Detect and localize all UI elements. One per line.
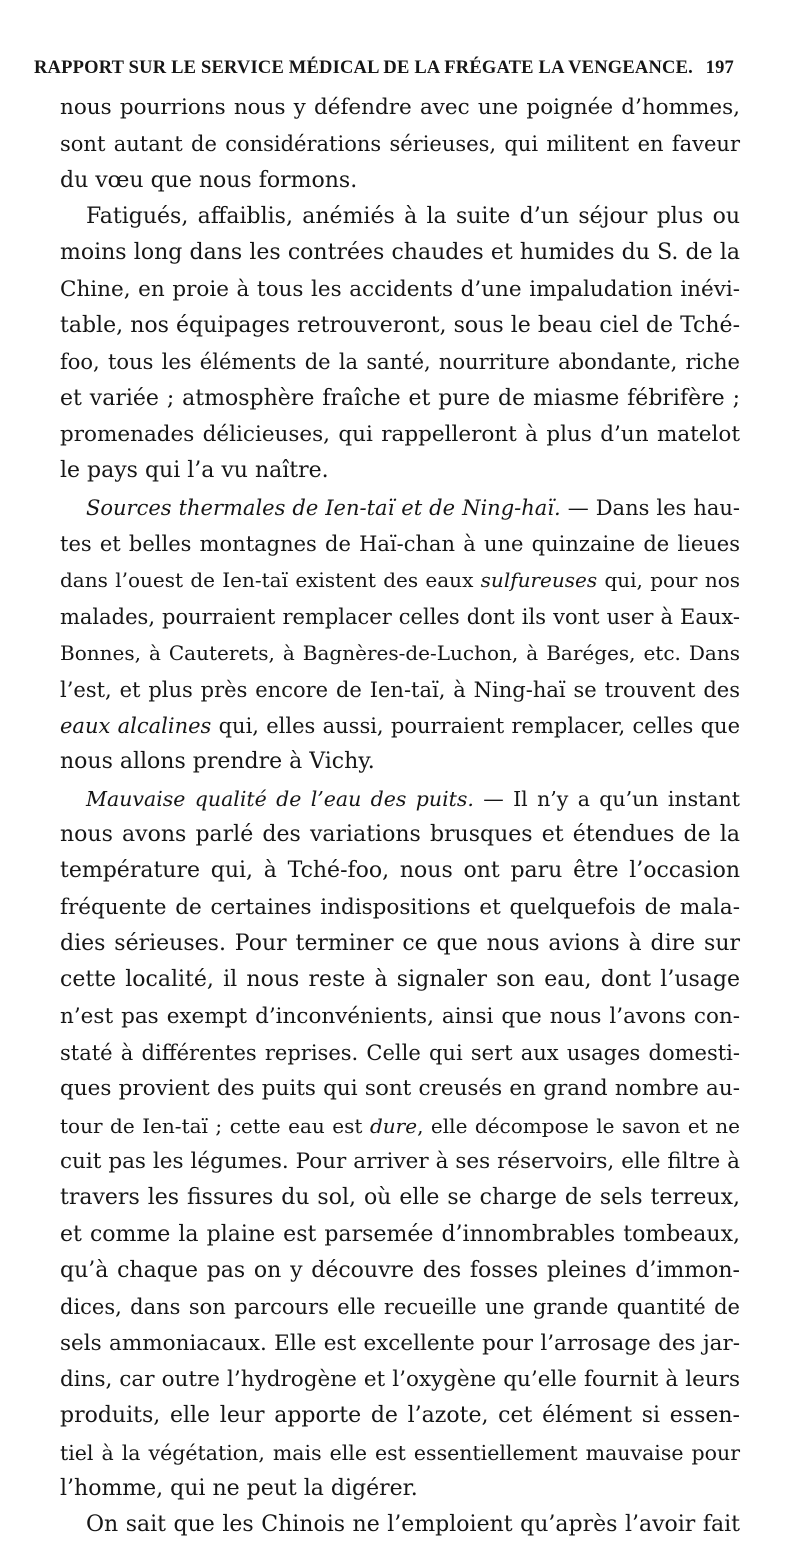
text-line: nous pourrions nous y défendre avec une poignée d’hommes,	[60, 95, 740, 120]
text-line: travers les fissures du sol, où elle se charge de sels terreux,	[60, 1185, 740, 1211]
text-line: moins long dans les contrées chaudes et humides du S. de la	[60, 240, 740, 266]
text-line: dies sérieuses. Pour terminer ce que nous avions à dire sur	[60, 930, 740, 956]
text-line: sont autant de considérations sérieuses, qui militent en faveur	[60, 132, 740, 157]
text-line: cuit pas les légumes. Pour arriver à ses réservoirs, elle filtre à	[60, 1148, 740, 1174]
body-text	[60, 90, 740, 1544]
text-line: foo, tous les éléments de la santé, nourriture abondante, riche	[60, 350, 740, 375]
section-heading-line: Mauvaise qualité de l’eau des puits. — Il n’y a qu’un instant	[86, 786, 740, 811]
text-line: Chine, en proie à tous les accidents d’une impaludation inévi-	[60, 276, 740, 302]
text-line: Bonnes, à Cauterets, à Bagnères-de-Luchon, à Baréges, etc. Dans	[60, 641, 740, 666]
text-line: fréquente de certaines indispositions et quelquefois de mala-	[60, 894, 740, 920]
text-line: nous avons parlé des variations brusques et étendues de la	[60, 821, 740, 847]
text-line: produits, elle leur apporte de l’azote, cet élément si essen-	[60, 1403, 740, 1429]
running-title: RAPPORT SUR LE SERVICE MÉDICAL DE LA FRÉGATE LA VENGEANCE.	[34, 58, 693, 78]
text-line: dins, car outre l’hydrogène et l’oxygène qu’elle fournit à leurs	[60, 1367, 740, 1393]
text-line: ques provient des puits qui sont creusés en grand nombre au-	[60, 1076, 740, 1102]
text-line: Fatigués, affaiblis, anémiés à la suite d’un séjour plus ou	[86, 204, 740, 230]
text-line: et variée ; atmosphère fraîche et pure de miasme fébrifère ;	[60, 385, 740, 411]
text-line: tes et belles montagnes de Haï-chan à une quinzaine de lieues	[60, 532, 740, 557]
text-line: tour de Ien-taï ; cette eau est dure, elle décompose le savon et ne	[60, 1113, 740, 1138]
text-line: du vœu que nous formons.	[60, 167, 358, 193]
text-line: nous allons prendre à Vichy.	[60, 749, 375, 775]
text-line: dans l’ouest de Ien-taï existent des eaux sulfureuses qui, pour nos	[60, 568, 740, 593]
section-heading-mauvaise-qualite: Mauvaise qualité de l’eau des puits.	[86, 786, 474, 811]
text-line: cette localité, il nous reste à signaler son eau, dont l’usage	[60, 967, 740, 993]
section-heading-line: Sources thermales de Ien-taï et de Ning-haï. — Dans les hau-	[86, 495, 740, 520]
text-line: n’est pas exempt d’inconvénients, ainsi que nous l’avons con-	[60, 1003, 740, 1029]
text-line: tiel à la végétation, mais elle est essentiellement mauvaise pour	[60, 1440, 740, 1465]
text-line: malades, pourraient remplacer celles dont ils vont user à Eaux-	[60, 604, 740, 629]
text-line: sels ammoniacaux. Elle est excellente pour l’arrosage des jar-	[60, 1330, 740, 1356]
text-line: On sait que les Chinois ne l’emploient qu’après l’avoir fait	[86, 1512, 740, 1538]
page-number: 197	[705, 58, 734, 78]
text-line: staté à différentes reprises. Celle qui sert aux usages domesti-	[60, 1040, 740, 1065]
section-heading-sources-thermales: Sources thermales de Ien-taï et de Ning-haï.	[86, 495, 561, 520]
running-header	[34, 58, 734, 88]
text-line: table, nos équipages retrouveront, sous le beau ciel de Tché-	[60, 313, 740, 339]
text-line: le pays qui l’a vu naître.	[60, 458, 329, 484]
text-line: eaux alcalines qui, elles aussi, pourraient remplacer, celles que	[60, 713, 740, 738]
text-line: température qui, à Tché-foo, nous ont paru être l’occasion	[60, 858, 740, 884]
text-line: dices, dans son parcours elle recueille une grande quantité de	[60, 1295, 740, 1320]
text-line: l’homme, qui ne peut la digérer.	[60, 1476, 418, 1502]
text-line: et comme la plaine est parsemée d’innombrables tombeaux,	[60, 1221, 740, 1247]
text-line: qu’à chaque pas on y découvre des fosses pleines d’immon-	[60, 1258, 740, 1283]
text-line: l’est, et plus près encore de Ien-taï, à Ning-haï se trouvent des	[60, 677, 740, 702]
text-line: promenades délicieuses, qui rappelleront à plus d’un matelot	[60, 422, 740, 448]
